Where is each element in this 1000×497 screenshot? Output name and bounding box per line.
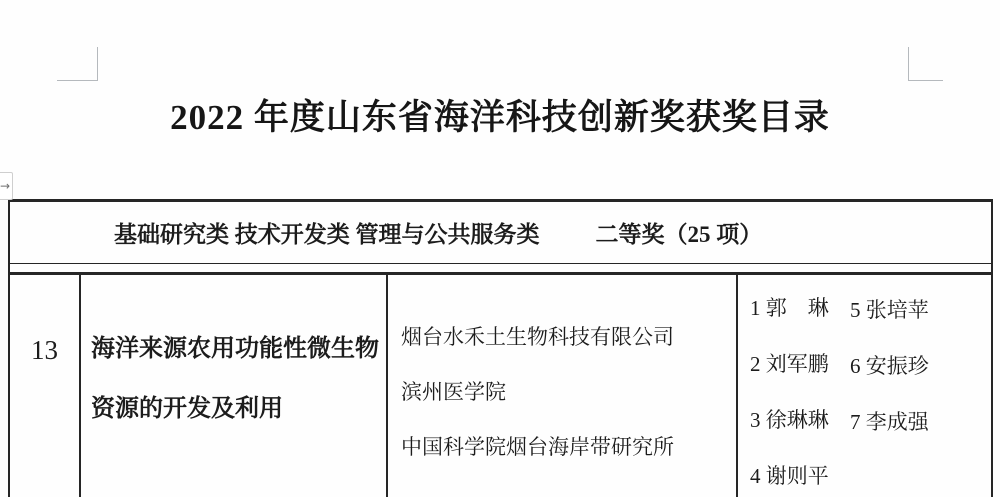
header-award-level: 二等奖（25 项）: [595, 222, 763, 247]
project-name-line: 资源的开发及利用: [91, 396, 283, 422]
organization-item: 烟台水禾土生物科技有限公司: [401, 325, 674, 349]
organization-item: 中国科学院烟台海岸带研究所: [401, 435, 674, 459]
page-edge-arrow-icon[interactable]: [0, 172, 13, 200]
text-boundary-corner-mark-left: [57, 47, 98, 81]
row-index-value: 13: [31, 335, 58, 365]
winner-item: 7 李成强: [850, 410, 929, 434]
cell-project-name: [81, 275, 388, 497]
winner-item: 1 郭 琳: [750, 296, 829, 320]
right-arrow-icon: →: [0, 179, 10, 193]
winners-column-1: [750, 275, 850, 497]
table-header-row: [10, 199, 991, 264]
cell-winners: [738, 275, 991, 497]
header-categories: 基础研究类 技术开发类 管理与公共服务类: [114, 222, 540, 247]
winner-item: 2 刘军鹏: [750, 352, 829, 376]
winner-item: 5 张培苹: [850, 298, 929, 322]
organization-item: 滨州医学院: [401, 380, 506, 404]
winner-item: 4 谢则平: [750, 464, 829, 488]
winner-item: 3 徐琳琳: [750, 408, 829, 432]
project-name-line: 海洋来源农用功能性微生物: [91, 336, 379, 362]
cell-row-index: [10, 275, 81, 497]
text-boundary-corner-mark-right: [908, 47, 943, 81]
table-body-row: [10, 272, 991, 497]
winner-item: 6 安振珍: [850, 354, 929, 378]
page-title: 2022 年度山东省海洋科技创新奖获奖目录: [170, 98, 830, 137]
cell-organizations: [388, 275, 738, 497]
award-table: [8, 199, 993, 497]
table-section-divider: [10, 264, 991, 272]
winners-column-2: [850, 275, 991, 497]
